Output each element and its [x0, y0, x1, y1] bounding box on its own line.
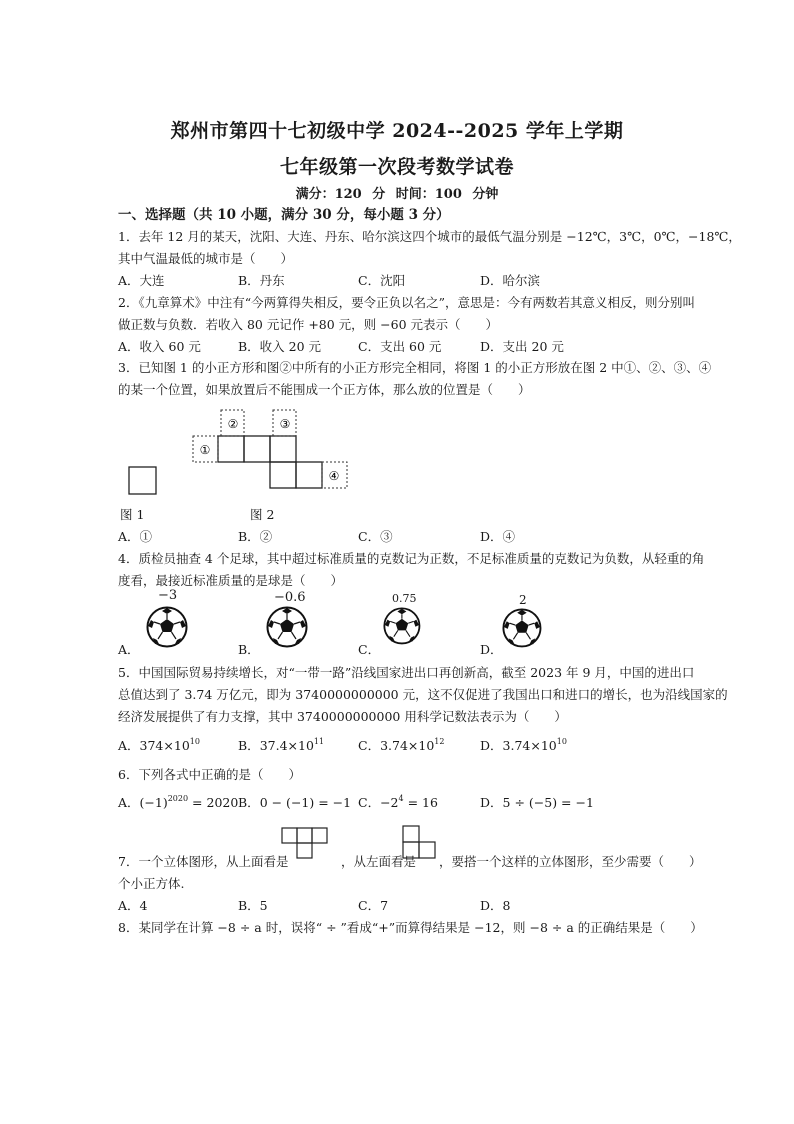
soccer-ball-icon	[266, 606, 310, 650]
q7-option-c: C．7	[358, 898, 389, 913]
q4-stem-line2: 度看，最接近标准质量的是球是（ ）	[118, 573, 344, 588]
soccer-ball-icon	[383, 607, 423, 647]
fig2-label-1: ①	[199, 443, 211, 457]
fig2-square	[218, 436, 244, 462]
section-heading: 一、选择题（共 10 小题，满分 30 分，每小题 3 分）	[118, 207, 450, 223]
q7-stem-line2: 个小正方体.	[118, 876, 185, 891]
fig2-label-4: ④	[328, 469, 340, 483]
q1-option-d: D．哈尔滨	[480, 273, 541, 288]
q5-option-d: D．$3.74\times 10^{10}$	[480, 737, 567, 753]
exam-title: 郑州市第四十七初级中学 2024--2025 学年上学期	[170, 120, 624, 142]
q7-left-view-figure	[402, 825, 438, 861]
q5-option-b: B．$37.4\times 10^{11}$	[238, 737, 325, 753]
fig2-label-2: ②	[227, 417, 239, 431]
q3-option-c: C．③	[358, 529, 393, 544]
fig2-square	[244, 436, 270, 462]
q7-option-b: B．5	[238, 898, 268, 913]
q3-option-d: D．④	[480, 529, 516, 544]
exam-subtitle: 七年级第一次段考数学试卷	[279, 156, 514, 178]
q7-stem-part1: 7．一个立体图形，从上面看是	[118, 854, 289, 869]
q7-stem-part2: ，从左面看是	[341, 854, 417, 869]
q5-stem-line2: 总值达到了 3.74 万亿元，即为 3740000000000 元，这不仅促进了我国出口和进口的增长，也为沿线国家的	[118, 687, 728, 702]
q1-option-a: A．大连	[118, 273, 165, 288]
q2-option-a: A．收入 60 元	[118, 339, 201, 354]
exam-info: 满分：120 分 时间：100 分钟	[295, 187, 499, 202]
soccer-ball-icon	[146, 606, 190, 650]
fig1-square	[129, 467, 156, 494]
q4-ball-a-value: −3	[158, 588, 178, 603]
q4-option-c-label: C．	[358, 642, 381, 657]
q1-stem-line2: 其中气温最低的城市是（ ）	[118, 251, 294, 266]
q1-option-c: C．沈阳	[358, 273, 406, 288]
q6-option-a: A．$(-1)^{2020} = 2020$	[118, 794, 239, 810]
q3-stem-line2: 的某一个位置，如果放置后不能围成一个正方体，那么放的位置是（ ）	[118, 382, 531, 397]
q2-option-d: D．支出 20 元	[480, 339, 564, 354]
q6-option-d: D．5 ÷ (−5) = −1	[480, 795, 594, 810]
soccer-ball-icon	[502, 608, 544, 650]
fig2-square	[270, 462, 296, 488]
q2-stem-line2: 做正数与负数．若收入 80 元记作 +80 元，则 −60 元表示（ ）	[118, 317, 499, 332]
q2-option-c: C．支出 60 元	[358, 339, 442, 354]
q3-stem-line1: 3．已知图 1 的小正方形和图②中所有的小正方形完全相同，将图 1 的小正方形放在图 2 中①、②、③、④	[118, 360, 712, 375]
q5-stem-line3: 经济发展提供了有力支撑，其中 3740000000000 用科学记数法表示为（ ）	[118, 709, 567, 724]
q1-option-b: B．丹东	[238, 273, 285, 288]
q5-stem-line1: 5．中国国际贸易持续增长，对“一带一路”沿线国家进出口再创新高，截至 2023 年 9 月，中国的进出口	[118, 665, 695, 680]
q3-figure-2	[190, 408, 360, 494]
q5-option-c: C．$3.74\times 10^{12}$	[358, 737, 445, 753]
q2-stem-line1: 2．《九章算术》中注有“今两算得失相反，要令正负以名之”，意思是：今有两数若其意义相反，则分别叫	[118, 295, 695, 310]
q1-stem-line1: 1．去年 12 月的某天，沈阳、大连、丹东、哈尔滨这四个城市的最低气温分别是 −12℃，3℃，0℃，−18℃，	[118, 229, 741, 244]
q4-stem-line1: 4．质检员抽查 4 个足球，其中超过标准质量的克数记为正数，不足标准质量的克数记为负数，从轻重的角	[118, 551, 705, 566]
fig2-label-3: ③	[279, 417, 291, 431]
q4-option-a-label: A．	[118, 642, 140, 657]
q6-option-b: B．0 − (−1) = −1	[238, 795, 352, 810]
q7-option-a: A．4	[118, 898, 148, 913]
q3-figure-1-caption: 图 1	[120, 507, 145, 522]
q6-stem: 6．下列各式中正确的是（ ）	[118, 767, 301, 782]
q3-figure-2-caption: 图 2	[250, 507, 275, 522]
q3-figure-1	[128, 466, 158, 496]
fig2-square	[270, 436, 296, 462]
q7-top-view-figure	[281, 827, 329, 861]
q7-stem-part3: ，要搭一个这样的立体图形，至少需要（ ）	[439, 854, 702, 869]
q3-option-a: A．①	[118, 529, 153, 544]
q4-ball-c-value: 0.75	[392, 592, 417, 605]
q8-stem: 8．某同学在计算 −8 ÷ a 时，误将“ ÷ ”看成“+”而算得结果是 −12，则 −8 ÷ a 的正确结果是（ ）	[118, 920, 703, 935]
q4-ball-b-value: −0.6	[274, 590, 306, 605]
q2-option-b: B．收入 20 元	[238, 339, 322, 354]
q5-option-a: A．$374\times 10^{10}$	[118, 737, 200, 753]
q3-option-b: B．②	[238, 529, 273, 544]
q6-option-c: C．$-2^4 = 16$	[358, 794, 438, 810]
q4-option-b-label: B．	[238, 642, 260, 657]
q4-ball-d-value: 2	[519, 593, 527, 607]
q4-option-d-label: D．	[480, 642, 503, 657]
q7-option-d: D．8	[480, 898, 511, 913]
fig2-square	[296, 462, 322, 488]
